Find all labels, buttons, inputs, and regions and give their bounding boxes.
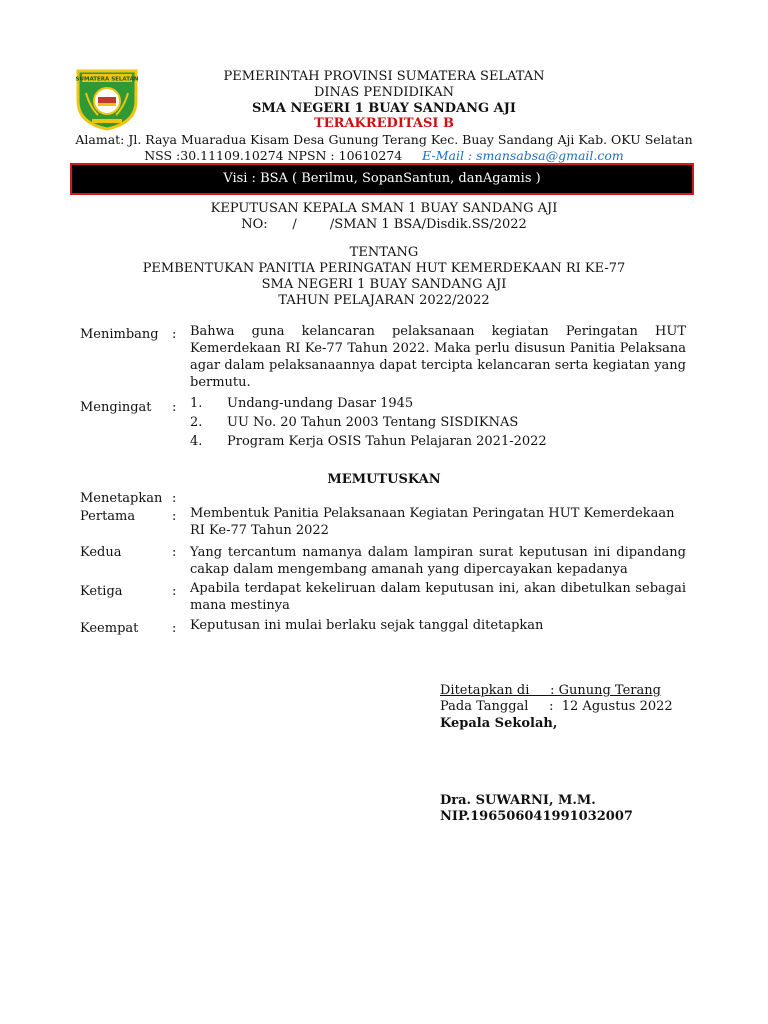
decision-label: Keempat <box>80 621 139 636</box>
header-school-name: SMA NEGERI 1 BUAY SANDANG AJI <box>252 101 516 116</box>
decision-colon: : <box>172 584 177 599</box>
header-department: DINAS PENDIDIKAN <box>313 85 455 100</box>
tentang-heading: TENTANG <box>349 245 419 260</box>
signatory-name: Dra. SUWARNI, M.M. <box>440 793 596 808</box>
signature-date: Pada Tanggal : 12 Agustus 2022 <box>440 699 673 714</box>
header-address: Alamat: Jl. Raya Muaradua Kisam Desa Gunung Terang Kec. Buay Sandang Aji Kab. OKU Selatan <box>75 132 693 147</box>
header-nss-npsn: NSS :30.11109.10274 NPSN : 10610274 <box>144 148 403 163</box>
mengingat-item-num: 4. <box>190 434 203 449</box>
header-government: PEMERINTAH PROVINSI SUMATERA SELATAN <box>223 69 545 84</box>
decision-text: Keputusan ini mulai berlaku sejak tanggal ditetapkan <box>190 618 544 633</box>
menimbang-colon: : <box>172 327 177 342</box>
decision-colon: : <box>172 509 177 524</box>
decision-text: Yang tercantum namanya dalam lampiran surat keputusan ini dipandang cakap dalam mengembang amanah yang dipercayakan kepadanya <box>190 545 686 577</box>
mengingat-item-num: 1. <box>190 396 203 411</box>
decision-label: Ketiga <box>80 584 123 599</box>
menetapkan-colon: : <box>172 491 177 506</box>
menimbang-label: Menimbang <box>80 327 159 342</box>
vision-text: Visi : BSA ( Berilmu, SopanSantun, danAgamis ) <box>223 171 541 186</box>
menimbang-text: Bahwa guna kelancaran pelaksanaan kegiatan Peringatan HUT Kemerdekaan RI Ke-77 Tahun 2022. Maka perlu disusun Panitia Pelaksana agar dalam pelaksanaannya dapat tercipta kelancaran serta kegiatan yang bermutu. <box>190 324 686 390</box>
mengingat-colon: : <box>172 400 177 415</box>
decision-colon: : <box>172 545 177 560</box>
decision-text: Apabila terdapat kekeliruan dalam keputusan ini, akan dibetulkan sebagai mana mestinya <box>190 581 686 613</box>
memutuskan-heading: MEMUTUSKAN <box>327 472 441 487</box>
header-email[interactable]: E-Mail : smansabsa@gmail.com <box>422 148 624 163</box>
mengingat-item-text: Undang-undang Dasar 1945 <box>227 396 414 411</box>
logo-text: SUMATERA SELATAN <box>75 76 139 83</box>
decree-subject: PEMBENTUKAN PANITIA PERINGATAN HUT KEMERDEKAAN RI KE-77 <box>142 261 626 276</box>
decision-text: Membentuk Panitia Pelaksanaan Kegiatan Peringatan HUT Kemerdekaan RI Ke-77 Tahun 2022 <box>190 506 675 538</box>
mengingat-item-num: 2. <box>190 415 203 430</box>
header-contact <box>0 148 768 163</box>
decree-school: SMA NEGERI 1 BUAY SANDANG AJI <box>261 277 507 292</box>
menetapkan-label: Menetapkan <box>80 491 163 506</box>
signature-place: Ditetapkan di : Gunung Terang <box>440 683 661 698</box>
mengingat-item-text: Program Kerja OSIS Tahun Pelajaran 2021-2022 <box>227 434 547 449</box>
header-accreditation: TERAKREDITASI B <box>314 116 454 131</box>
mengingat-item-text: UU No. 20 Tahun 2003 Tentang SISDIKNAS <box>227 415 519 430</box>
signatory-nip: NIP.196506041991032007 <box>440 809 633 824</box>
mengingat-label: Mengingat <box>80 400 152 415</box>
decree-year: TAHUN PELAJARAN 2022/2022 <box>278 293 490 308</box>
decision-label: Kedua <box>80 545 122 560</box>
decision-colon: : <box>172 621 177 636</box>
decree-number: NO: / /SMAN 1 BSA/Disdik.SS/2022 <box>241 217 527 232</box>
decision-label: Pertama <box>80 509 136 524</box>
decree-title: KEPUTUSAN KEPALA SMAN 1 BUAY SANDANG AJI <box>210 201 558 216</box>
signature-role: Kepala Sekolah, <box>440 716 558 731</box>
